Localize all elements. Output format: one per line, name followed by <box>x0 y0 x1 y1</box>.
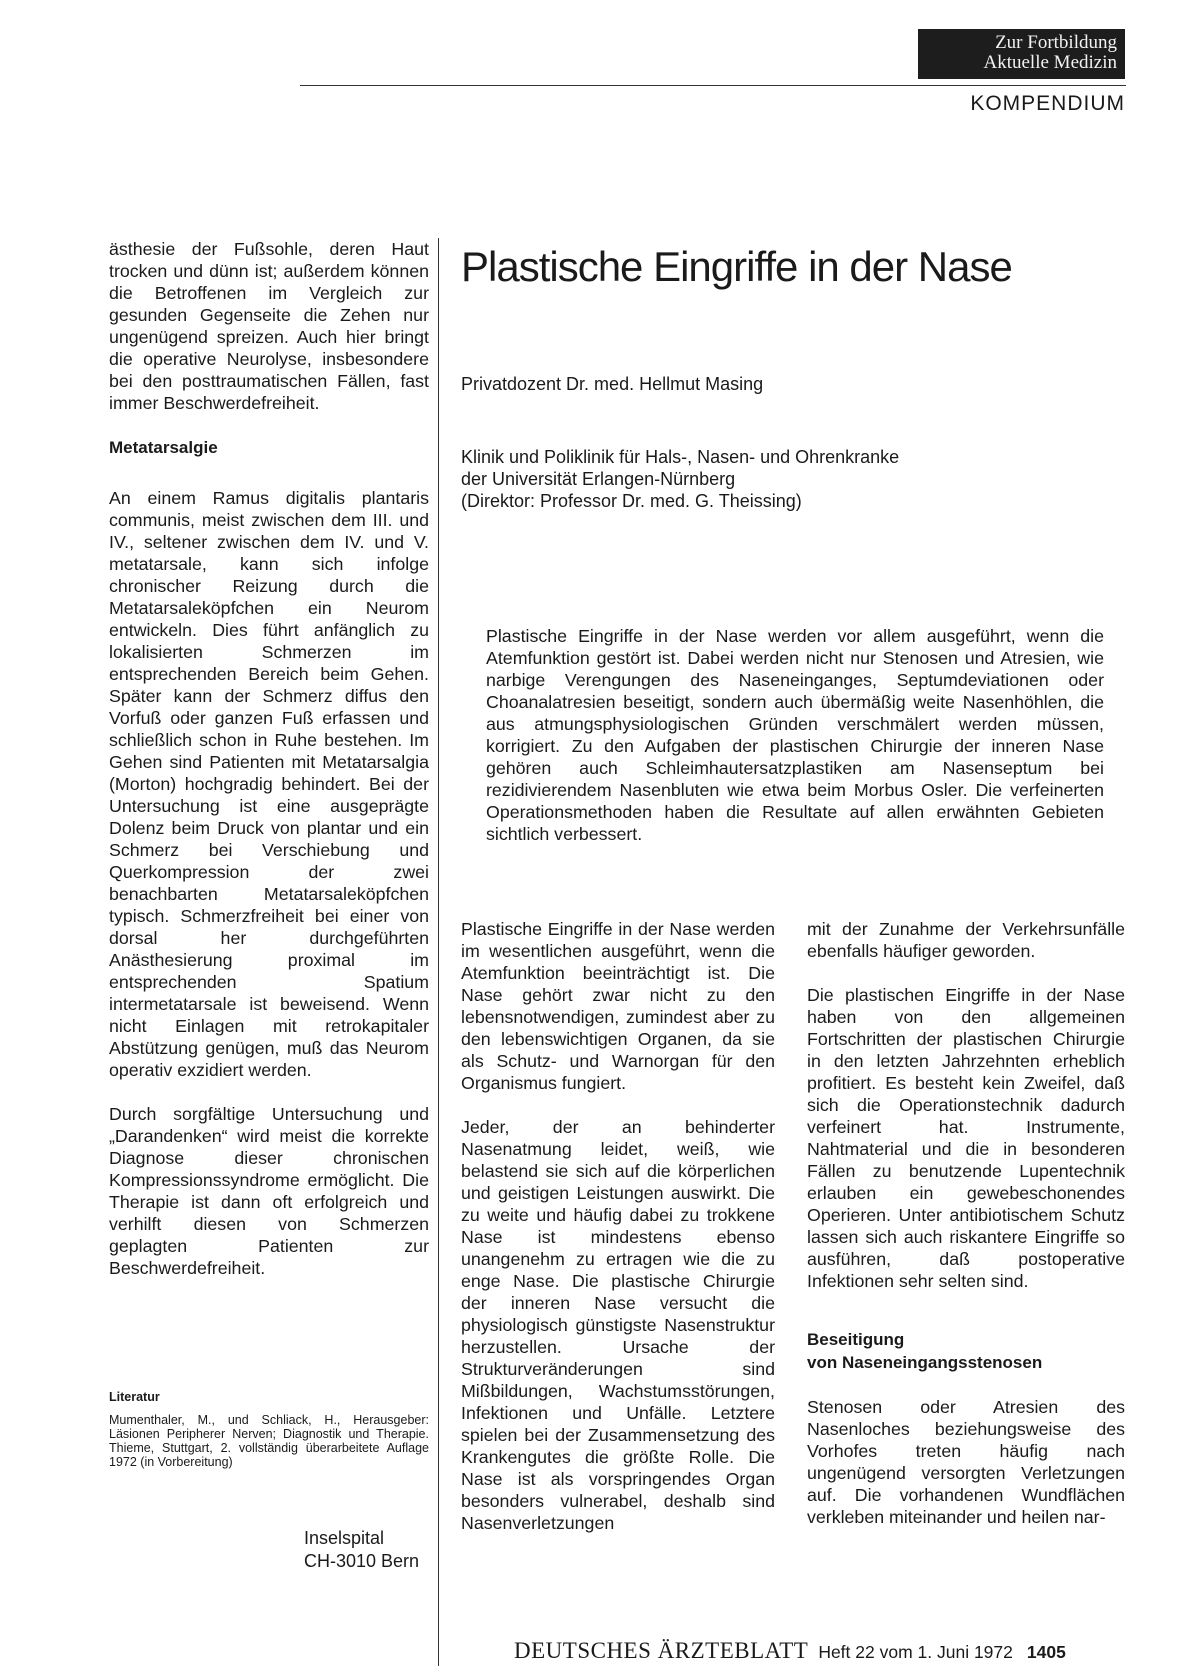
page-footer <box>514 1638 1066 1664</box>
affiliation-line-3: (Direktor: Professor Dr. med. G. Theissing) <box>461 491 802 511</box>
previous-paragraph-1: ästhesie der Fußsohle, deren Haut trocken und dünn ist; außerdem können die Betroffenen im Vergleich zur gesunden Gegenseite die Zehen nur ungenügend spreizen. Auch hier bringt die operative Neurolyse, insbesondere bei den posttraumatischen Fällen, fast immer Beschwerdefreiheit. <box>109 239 429 413</box>
section-badge <box>918 29 1125 79</box>
article-title: Plastische Eingriffe in der Nase <box>461 243 1012 290</box>
previous-paragraph-2: An einem Ramus digitalis plantaris communis, meist zwischen dem III. und IV., seltener zwischen dem IV. und V. metatarsale, kann sich infolge chronischer Reizung durch die Metatarsaleköpfchen ein Neurom entwickeln. Dies führt anfänglich zu lokalisierten Schmerzen im entsprechenden Bereich beim Gehen. Später kann der Schmerz diffus den Vorfuß oder ganzen Fuß erfassen und schließlich schon in Ruhe bestehen. Im Gehen sind Patienten mit Metatarsalgia (Morton) hochgradig behindert. Bei der Untersuchung ist eine ausgeprägte Dolenz beim Druck von plantar und ein Schmerz bei Verschiebung und Querkompression der zwei benachbarten Metatarsaleköpfchen typisch. Schmerzfreiheit bei einer von dorsal her durchgeführten Anästhesierung proximal im entsprechenden Spatium intermetatarsale ist beweisend. Wenn nicht Einlagen mit retrokapitaler Abstützung genügen, muß das Neurom operativ exzidiert werden. <box>109 488 429 1080</box>
address-line-2: CH-3010 Bern <box>304 1551 420 1571</box>
affiliation-line-2: der Universität Erlangen-Nürnberg <box>461 469 736 489</box>
section-label: KOMPENDIUM <box>970 92 1125 115</box>
subheading-line-2: von Naseneingangsstenosen <box>807 1353 1043 1372</box>
previous-paragraph-3: Durch sorgfältige Untersuchung und „Darandenken“ wird meist die korrekte Diagnose dieser chronischen Kompressionssyndrome ermöglicht. Die Therapie ist dann oft erfolgreich und verhilft diesen von Schmerzen geplagten Patienten zur Beschwerdefreiheit. <box>109 1104 429 1278</box>
author-address <box>304 1527 419 1573</box>
article-column-1 <box>461 918 775 1534</box>
metatarsalgie-heading: Metatarsalgie <box>109 438 218 457</box>
badge-line-2: Aktuelle Medizin <box>983 52 1117 73</box>
article-abstract: Plastische Eingriffe in der Nase werden vor allem ausgeführt, wenn die Atemfunktion gestört ist. Dabei werden nicht nur Stenosen und Atresien, wie narbige Verengungen des Naseneinganges, Septumdeviationen oder Choanalatresien beseitigt, sondern auch übermäßig weite Nasenhöhlen, die aus atmungsphysiologischen Gründen verschmälert werden müssen, korrigiert. Zu den Aufgaben der plastischen Chirurgie der inneren Nase gehören auch Schleimhautersatzplastiken am Nasenseptum bei rezidivierendem Nasenbluten wie etwa beim Morbus Osler. Die verfeinerten Operationsmethoden haben die Resultate auf allen erwähnten Gebieten sichtlich verbessert. <box>486 626 1104 844</box>
address-line-1: Inselspital <box>304 1528 385 1548</box>
badge-line-1: Zur Fortbildung <box>995 32 1117 53</box>
page-number: 1405 <box>1026 1642 1066 1662</box>
article-author: Privatdozent Dr. med. Hellmut Masing <box>461 374 764 394</box>
article-column-2 <box>807 918 1125 1528</box>
literature-reference: Mumenthaler, M., und Schliack, H., Herausgeber: Läsionen Peripherer Nerven; Diagnostik und Therapie. Thieme, Stuttgart, 2. vollständig überarbeitete Auflage 1972 (in Vorbereitung) <box>109 1413 429 1469</box>
issue-info: Heft 22 vom 1. Juni 1972 <box>818 1642 1013 1662</box>
body-paragraph-2: Jeder, der an behinderter Nasenatmung leidet, weiß, wie belastend sie sich auf die körperlichen und geistigen Leistungen auswirkt. Die zu weite und häufig dabei zu trokkene Nase ist mindestens ebenso unangenehm zu ertragen wie die zu enge Nase. Die plastische Chirurgie der inneren Nase versucht die physiologisch günstigste Nasenstruktur herzustellen. Ursache der Strukturveränderungen sind Mißbildungen, Wachstumsstörungen, Infektionen und Unfälle. Letztere spielen bei der Zusammensetzung des Krankengutes die größte Rolle. Die Nase ist als vorspringendes Organ besonders vulnerabel, deshalb sind Nasenverletzungen <box>461 1117 775 1533</box>
column-divider <box>438 238 439 1666</box>
literature-heading: Literatur <box>109 1390 160 1404</box>
body-paragraph-5: Stenosen oder Atresien des Nasenloches beziehungsweise des Vorhofes treten häufig nach ungenügend versorgten Verletzungen auf. Die vorhandenen Wundflächen verkleben miteinander und heilen nar- <box>807 1397 1125 1527</box>
body-paragraph-3: mit der Zunahme der Verkehrsunfälle ebenfalls häufiger geworden. <box>807 919 1125 961</box>
body-paragraph-4: Die plastischen Eingriffe in der Nase haben von den allgemeinen Fortschritten der plastischen Chirurgie in den letzten Jahrzehnten erheblich profitiert. Es besteht kein Zweifel, daß sich die Operationstechnik dadurch verfeinert hat. Instrumente, Nahtmaterial und die in besonderen Fällen zu benutzende Lupentechnik erlauben ein gewebeschonendes Operieren. Unter antibiotischem Schutz lassen sich auch riskantere Eingriffe so ausführen, daß postoperative Infektionen sehr selten sind. <box>807 985 1125 1291</box>
affiliation-line-1: Klinik und Poliklinik für Hals-, Nasen- und Ohrenkranke <box>461 447 900 467</box>
previous-article-column <box>109 238 429 1279</box>
header-rule <box>300 85 1126 86</box>
subheading-line-1: Beseitigung <box>807 1330 905 1349</box>
body-paragraph-1: Plastische Eingriffe in der Nase werden im wesentlichen ausgeführt, wenn die Atemfunktion beeinträchtigt ist. Die Nase gehört zwar nicht zu den lebensnotwendigen, zumindest aber zu den lebenswichtigen Organen, da sie als Schutz- und Warnorgan für den Organismus fungiert. <box>461 919 775 1093</box>
journal-name: DEUTSCHES ÄRZTEBLATT <box>514 1638 809 1663</box>
subheading <box>807 1328 1125 1374</box>
article-affiliation <box>461 446 899 512</box>
